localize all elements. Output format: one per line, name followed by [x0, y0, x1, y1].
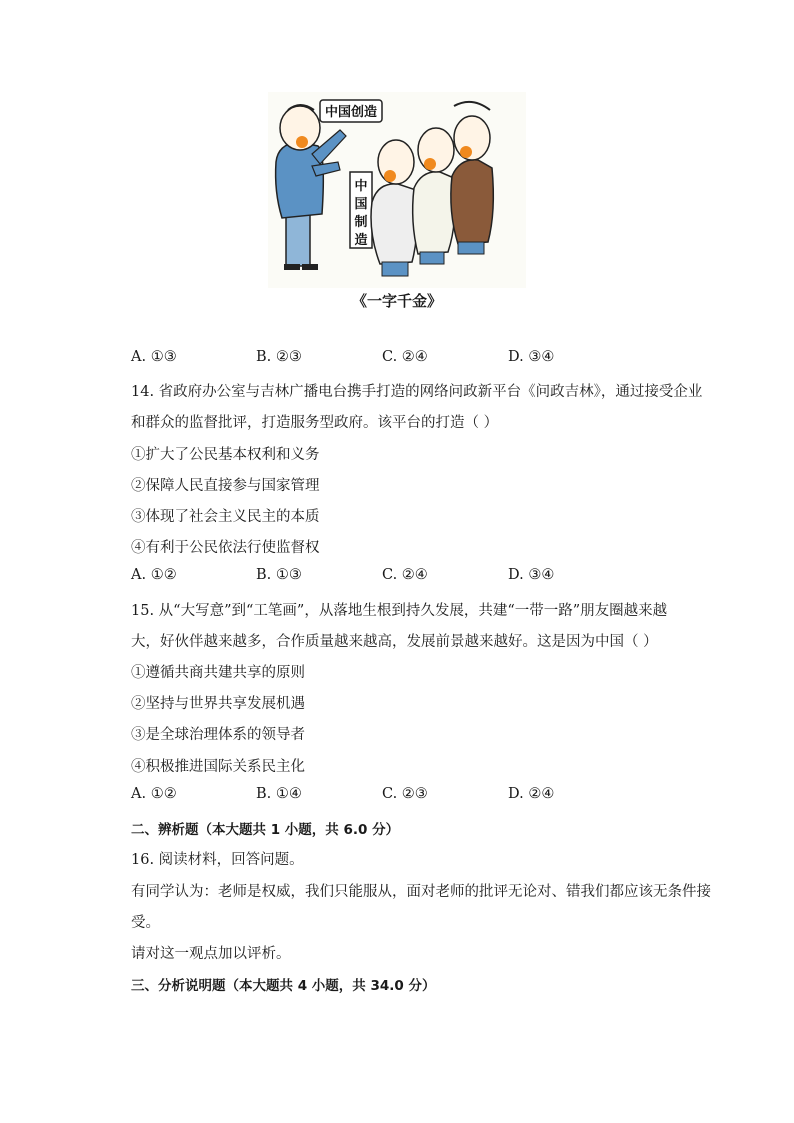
- q15-item-2: ②坚持与世界共享发展机遇: [131, 696, 305, 712]
- q14-item-2: ②保障人民直接参与国家管理: [131, 478, 320, 494]
- q16-material-line1: 有同学认为：老师是权威，我们只能服从，面对老师的批评无论对、错我们都应该无条件接: [131, 884, 711, 900]
- svg-text:中: 中: [354, 179, 368, 194]
- cartoon-caption: 《一字千金》: [351, 292, 442, 310]
- q15-item-3: ③是全球治理体系的领导者: [131, 727, 305, 743]
- q16-material-line2: 受。: [131, 915, 160, 931]
- q14-item-3: ③体现了社会主义民主的本质: [131, 509, 320, 525]
- q14-option-a: A. ①②: [131, 567, 177, 583]
- q15-stem-line2: 大，好伙伴越来越多，合作质量越来越高，发展前景越来越好。这是因为中国（ ）: [131, 634, 658, 650]
- q15-option-d: D. ②④: [508, 786, 555, 802]
- q15-item-1: ①遵循共商共建共享的原则: [131, 665, 305, 681]
- q15-item-4: ④积极推进国际关系民主化: [131, 759, 305, 775]
- q13-option-d: D. ③④: [508, 349, 555, 365]
- q15-option-c: C. ②③: [382, 786, 428, 802]
- svg-text:国: 国: [354, 197, 368, 212]
- sign-china-made: [350, 172, 372, 248]
- cartoon-illustration: [268, 92, 526, 288]
- q16-stem: 16. 阅读材料，回答问题。: [131, 852, 304, 868]
- q14-item-4: ④有利于公民依法行使监督权: [131, 540, 320, 556]
- q14-option-b: B. ①③: [256, 567, 302, 583]
- q14-option-d: D. ③④: [508, 567, 555, 583]
- section3-heading: 三、分析说明题（本大题共 4 小题，共 34.0 分）: [131, 978, 436, 994]
- svg-text:制: 制: [354, 215, 368, 230]
- q14-stem-line1: 14. 省政府办公室与吉林广播电台携手打造的网络问政新平台《问政吉林》，通过接受企业: [131, 384, 703, 400]
- svg-text:中国创造: 中国创造: [324, 105, 378, 120]
- q15-option-a: A. ①②: [131, 786, 177, 802]
- q16-instruction: 请对这一观点加以评析。: [131, 946, 291, 962]
- q15-option-b: B. ①④: [256, 786, 302, 802]
- svg-text:造: 造: [354, 233, 368, 248]
- q15-stem-line1: 15. 从“大写意”到“工笔画”，从落地生根到持久发展，共建“一带一路”朋友圈越来越: [131, 603, 668, 619]
- q14-item-1: ①扩大了公民基本权利和义务: [131, 447, 320, 463]
- q13-option-b: B. ②③: [256, 349, 302, 365]
- q13-option-c: C. ②④: [382, 349, 428, 365]
- section2-heading: 二、辨析题（本大题共 1 小题，共 6.0 分）: [131, 822, 400, 838]
- q14-option-c: C. ②④: [382, 567, 428, 583]
- q14-stem-line2: 和群众的监督批评，打造服务型政府。该平台的打造（ ）: [131, 415, 499, 431]
- q13-option-a: A. ①③: [131, 349, 177, 365]
- sign-china-create: [320, 100, 382, 122]
